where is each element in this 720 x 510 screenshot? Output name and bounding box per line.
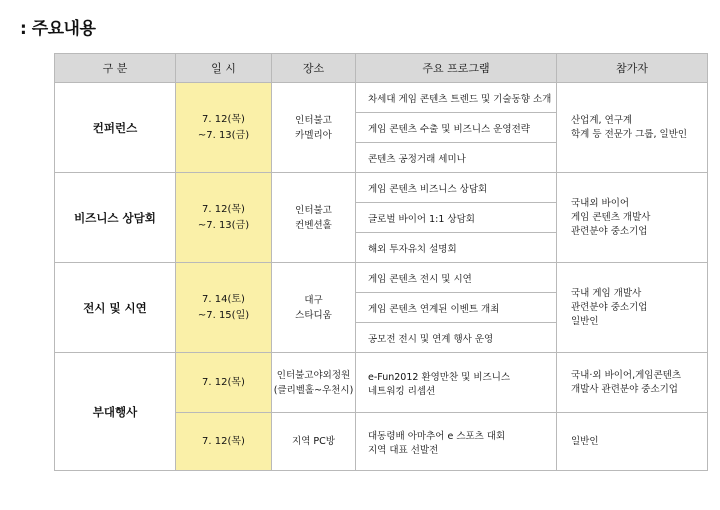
category-cell: 컨퍼런스 [55, 83, 176, 173]
header-row [55, 54, 708, 83]
header-place: 장소 [272, 54, 356, 83]
program-line: 지역 대표 선발전 [368, 444, 439, 456]
header-participants: 참가자 [557, 54, 708, 83]
participants-cell [557, 413, 708, 471]
participant-line: 게임 콘텐츠 개발사 [571, 211, 651, 223]
place-line: 대구 [304, 294, 323, 306]
date-cell [176, 173, 272, 263]
place-line: 지역 PC방 [292, 436, 335, 447]
participant-line: 산업계, 연구계 [571, 114, 633, 126]
table-row [55, 263, 708, 293]
program-line: 네트워킹 리셉션 [368, 385, 436, 397]
participants-cell [557, 263, 708, 353]
participant-line: 국내·외 바이어,게임콘텐츠 [571, 369, 682, 381]
program-item: 게임 콘텐츠 수출 및 비즈니스 운영전략 [356, 113, 557, 143]
program-item: 게임 콘텐츠 전시 및 시연 [356, 263, 557, 293]
place-cell [272, 353, 356, 413]
participant-line: 국내외 바이어 [571, 197, 630, 209]
program-line: e-Fun2012 환영만찬 및 비즈니스 [368, 371, 511, 383]
participant-line: 일반인 [571, 315, 599, 327]
participant-line: 일반인 [571, 435, 599, 447]
date-line: 7. 12(목) [202, 203, 245, 215]
program-item: 글로벌 바이어 1:1 상담회 [356, 203, 557, 233]
place-cell [272, 83, 356, 173]
participants-cell [557, 173, 708, 263]
date-line: ~7. 13(금) [197, 219, 250, 231]
table-row [55, 173, 708, 203]
table-row [55, 353, 708, 413]
participant-line: 관련분야 중소기업 [571, 301, 648, 313]
participant-line: 학계 등 전문가 그룹, 일반인 [571, 128, 688, 140]
place-cell [272, 413, 356, 471]
place-line: 카멜리아 [295, 129, 332, 141]
place-line: 인터불고 [295, 204, 332, 216]
program-item: 게임 콘텐츠 연계된 이벤트 개최 [356, 293, 557, 323]
participants-cell [557, 83, 708, 173]
program-line: 대동령배 아마추어 e 스포츠 대회 [368, 430, 506, 442]
header-category: 구 분 [55, 54, 176, 83]
place-cell [272, 263, 356, 353]
table-row [55, 83, 708, 113]
program-item: 콘텐츠 공정거래 세미나 [356, 143, 557, 173]
program-item: 공모전 전시 및 연계 행사 운영 [356, 323, 557, 353]
place-line: (클리벨홀~우천시) [273, 384, 354, 396]
place-line: 스타디움 [295, 309, 332, 321]
participants-cell [557, 353, 708, 413]
date-cell [176, 83, 272, 173]
category-cell: 부대행사 [55, 353, 176, 471]
program-item [356, 353, 557, 413]
program-item [356, 413, 557, 471]
header-program: 주요 프로그램 [356, 54, 557, 83]
date-cell: 7. 12(목) [176, 413, 272, 471]
date-line: ~7. 15(일) [197, 309, 250, 321]
place-line: 인터불고야외정원 [276, 369, 351, 381]
place-line: 인터불고 [295, 114, 332, 126]
category-cell: 비즈니스 상담회 [55, 173, 176, 263]
date-cell [176, 263, 272, 353]
program-item: 게임 콘텐츠 비즈니스 상담회 [356, 173, 557, 203]
place-cell [272, 173, 356, 263]
section-title: : 주요내용 [20, 19, 96, 39]
date-line: 7. 14(토) [202, 293, 245, 305]
participant-line: 국내 게임 개발사 [571, 287, 642, 299]
date-line: 7. 12(목) [202, 113, 245, 125]
date-cell: 7. 12(목) [176, 353, 272, 413]
participant-line: 관련분야 중소기업 [571, 225, 648, 237]
category-cell: 전시 및 시연 [55, 263, 176, 353]
program-item: 차세대 게임 콘텐츠 트렌드 및 기술동향 소개 [356, 83, 557, 113]
schedule-table [54, 53, 708, 471]
header-date: 일 시 [176, 54, 272, 83]
date-line: ~7. 13(금) [197, 129, 250, 141]
program-item: 해외 투자유치 설명회 [356, 233, 557, 263]
participant-line: 개발사 관련분야 중소기업 [571, 383, 678, 395]
place-line: 컨벤션홀 [295, 219, 332, 231]
